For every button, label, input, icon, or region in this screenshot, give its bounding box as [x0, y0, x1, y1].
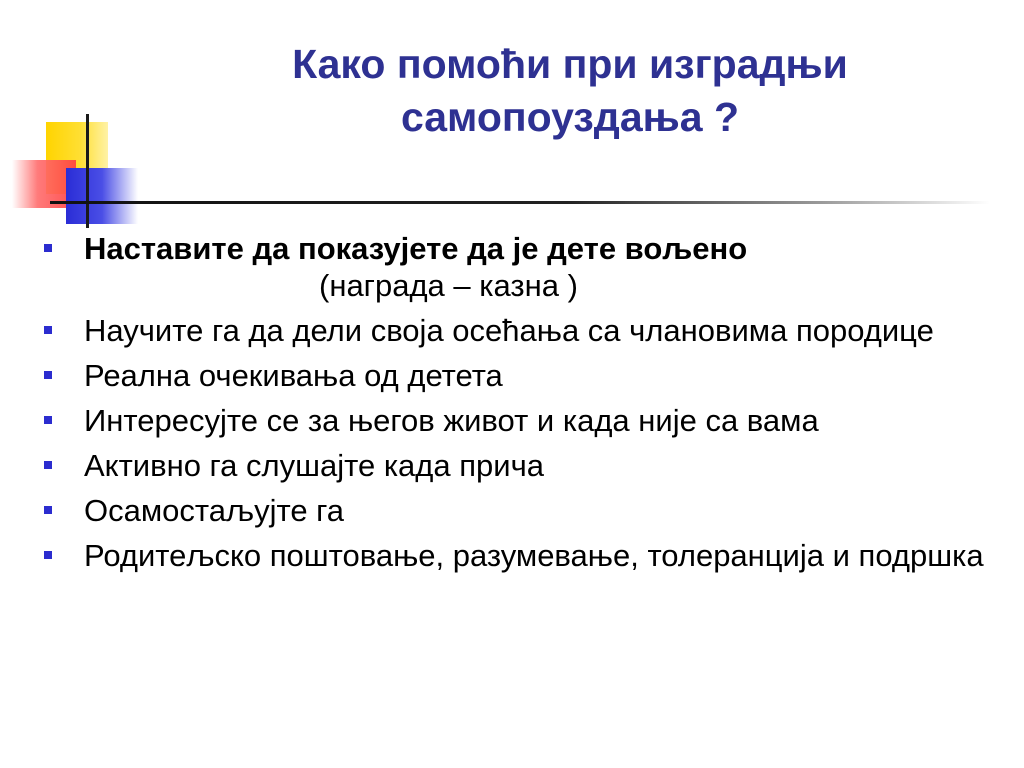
bullet-item-subtext: (награда – казна ) — [319, 268, 578, 303]
bullet-item-5 — [44, 447, 1004, 484]
square-bullet-icon — [44, 551, 52, 559]
bullet-item-text: Родитељско поштовање, разумевање, толеранција и подршка — [84, 538, 984, 573]
bullet-item-2 — [44, 312, 1004, 349]
bullet-item-text: Научите га да дели своја осећања са члановима породице — [84, 313, 934, 348]
blue-square-decoration — [66, 168, 138, 224]
bullet-item-text: Интересујте се за његов живот и када није са вама — [84, 403, 819, 438]
square-bullet-icon — [44, 326, 52, 334]
horizontal-rule-decoration — [50, 201, 990, 204]
bullet-item-4 — [44, 402, 1004, 439]
bullet-item-text: Активно га слушајте када прича — [84, 448, 544, 483]
slide-title-line-2: самопоуздања ? — [400, 94, 740, 140]
bullet-item-text: Наставите да показујете да је дете вољено — [84, 231, 748, 266]
bullet-item-text: Реална очекивања од детета — [84, 358, 503, 393]
bullet-list — [44, 230, 1004, 582]
yellow-square-decoration — [46, 122, 108, 194]
bullet-item-3 — [44, 357, 1004, 394]
vertical-rule-decoration — [86, 114, 89, 228]
square-bullet-icon — [44, 461, 52, 469]
red-square-decoration — [12, 160, 76, 208]
bullet-item-text: Осамостаљујте га — [84, 493, 345, 528]
bullet-item-6 — [44, 492, 1004, 529]
slide-title-line-1: Како помоћи при изградњи — [292, 41, 848, 87]
bullet-item-7 — [44, 537, 1004, 574]
bullet-item-1 — [44, 230, 1004, 304]
square-bullet-icon — [44, 416, 52, 424]
square-bullet-icon — [44, 506, 52, 514]
square-bullet-icon — [44, 371, 52, 379]
slide-title — [170, 38, 970, 144]
square-bullet-icon — [44, 244, 52, 252]
